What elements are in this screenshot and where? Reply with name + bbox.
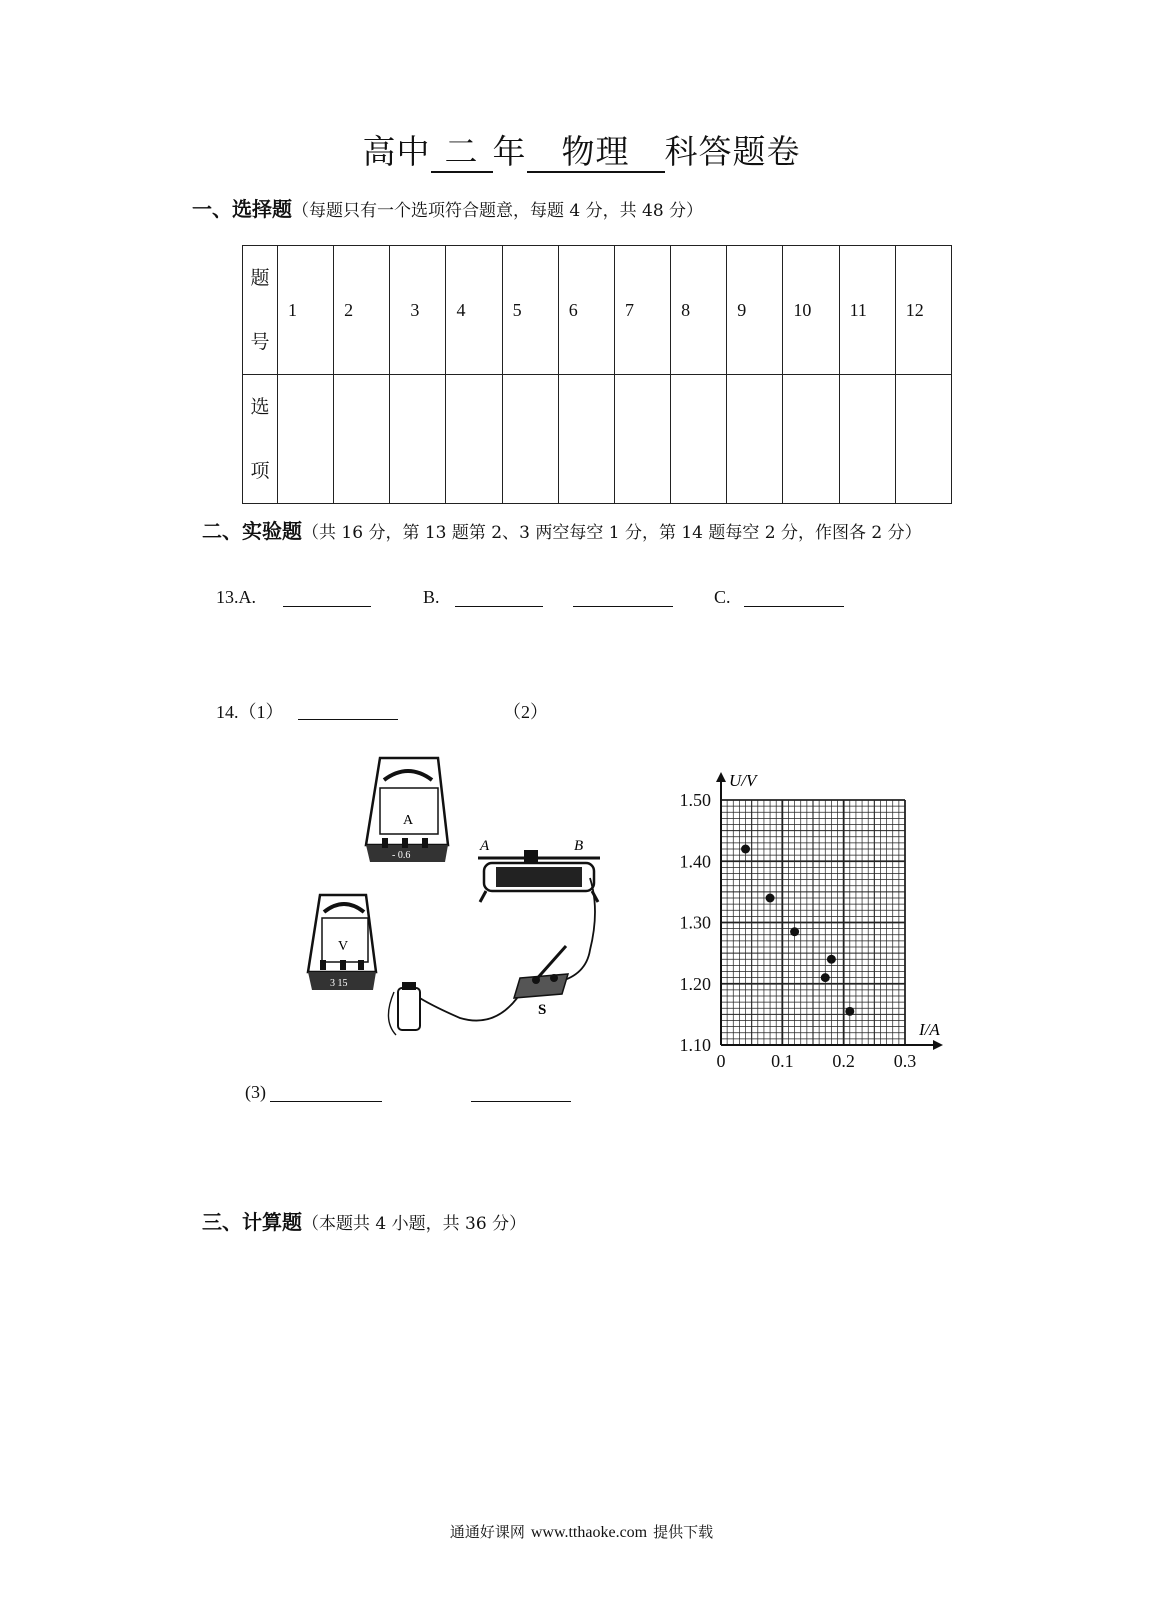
answer-cell-2[interactable]: [334, 375, 390, 504]
number-cell: 2: [334, 246, 390, 375]
rheostat-icon: [478, 838, 600, 902]
u-i-graph: [665, 770, 965, 1100]
footer-url: www.tthaoke.com: [530, 1524, 648, 1541]
wire-rheostat-switch: [558, 878, 595, 982]
section2-note: （共 16 分，第 13 题第 2、3 两空每空 1 分，第 14 题每空 2 分，作图各 2 分）: [302, 523, 922, 543]
answer-cell-1[interactable]: [278, 375, 334, 504]
x-tick-label: 0.2: [832, 1051, 855, 1071]
number-cell: 8: [671, 246, 727, 375]
x-tick-label: 0.3: [893, 1051, 917, 1071]
x-axis-arrow: [933, 1040, 943, 1050]
title-year-word: 年: [492, 132, 527, 171]
title-prefix: 高中: [362, 132, 431, 171]
row-label-top: 选: [250, 396, 270, 418]
row-label-option: [243, 375, 278, 504]
number-cell: 7: [614, 246, 670, 375]
x-tick-label: 0.1: [771, 1051, 794, 1071]
circuit-apparatus-illustration: [300, 750, 630, 1060]
answer-cell-9[interactable]: [727, 375, 783, 504]
answer-cell-3[interactable]: [390, 375, 446, 504]
number-cell: 5: [502, 246, 558, 375]
q13-label-b: B.: [423, 587, 440, 607]
title-grade: 二: [431, 133, 493, 173]
q14-part3-label: (3): [245, 1082, 266, 1102]
chart-grid: [721, 800, 905, 1045]
answer-cell-5[interactable]: [502, 375, 558, 504]
q14-blank-3b[interactable]: [471, 1101, 571, 1102]
x-axis-label-text: I/A: [919, 1020, 940, 1039]
section3-heading: [202, 1206, 526, 1235]
switch-label: S: [538, 1002, 547, 1018]
switch-icon: [514, 946, 568, 1018]
q13-blank-b2[interactable]: [573, 606, 673, 607]
data-point: [827, 955, 836, 964]
q14-blank-3a[interactable]: [270, 1101, 382, 1102]
title-suffix: 科答题卷: [664, 132, 801, 171]
q13-blank-c[interactable]: [744, 606, 844, 607]
table-row: [243, 375, 952, 504]
title-subject: 物理: [527, 133, 665, 173]
page-footer: [0, 1521, 1163, 1542]
x-axis-label: [918, 1020, 940, 1039]
ammeter-label: A: [403, 813, 414, 828]
answer-cell-6[interactable]: [558, 375, 614, 504]
answer-table: [242, 245, 952, 504]
data-point: [821, 973, 830, 982]
footer-right: 提供下载: [653, 1523, 714, 1541]
table-row: [243, 246, 952, 375]
q14-part2-label: （2）: [503, 702, 548, 722]
voltmeter-scale: 3 15: [330, 978, 348, 989]
number-cell: 4: [446, 246, 502, 375]
voltmeter-label: V: [338, 939, 349, 954]
answer-cell-10[interactable]: [783, 375, 839, 504]
section3-note: （本题共 4 小题，共 36 分）: [302, 1214, 527, 1234]
row-label-bottom: 号: [250, 331, 270, 353]
y-tick-label: 1.50: [679, 790, 711, 810]
rheostat-end-b: B: [574, 838, 584, 854]
answer-cell-4[interactable]: [446, 375, 502, 504]
number-cell: 6: [558, 246, 614, 375]
q14-blank-1[interactable]: [298, 719, 398, 720]
section2-heading: [202, 515, 922, 544]
y-tick-label: 1.20: [679, 973, 711, 994]
data-point: [790, 927, 799, 936]
ammeter-icon: [366, 758, 448, 862]
answer-cell-11[interactable]: [839, 375, 895, 504]
number-cell: 9: [727, 246, 783, 375]
answer-cell-12[interactable]: [895, 375, 951, 504]
rheostat-end-a: A: [480, 838, 490, 854]
row-label-number: [243, 246, 278, 375]
q13-label-c: C.: [714, 587, 731, 607]
row-label-top: 题: [250, 267, 270, 289]
number-cell: 12: [895, 246, 951, 375]
wire-switch-battery: [415, 986, 525, 1021]
y-axis-label-text: U/V: [729, 771, 757, 790]
y-tick-label: 1.30: [679, 912, 711, 933]
data-point: [766, 894, 775, 903]
footer-left: 通通好课网: [449, 1523, 525, 1541]
ammeter-scale: - 0.6: [392, 850, 411, 861]
q14-label: 14.（1）: [216, 702, 284, 722]
data-point: [845, 1007, 854, 1016]
page-title: [0, 126, 1163, 173]
number-cell: 10: [783, 246, 839, 375]
q13-blank-a[interactable]: [283, 606, 371, 607]
section1-heading: [192, 193, 703, 222]
voltmeter-icon: [308, 895, 376, 990]
battery-icon: [388, 982, 420, 1035]
y-axis-label: [729, 771, 759, 790]
section1-note: （每题只有一个选项符合题意，每题 4 分，共 48 分）: [292, 201, 704, 221]
section2-title: 二、实验题: [202, 519, 302, 543]
row-label-bottom: 项: [250, 460, 270, 482]
answer-cell-8[interactable]: [671, 375, 727, 504]
number-cell: 1: [278, 246, 334, 375]
number-cell: 11: [839, 246, 895, 375]
q13-blank-b1[interactable]: [455, 606, 543, 607]
y-axis-arrow: [716, 772, 726, 782]
x-tick-label: 0: [716, 1051, 726, 1071]
q13-label-a: 13.A.: [216, 587, 256, 607]
y-tick-label: 1.10: [679, 1035, 711, 1055]
section3-title: 三、计算题: [202, 1210, 302, 1234]
chart-axes: [680, 772, 944, 1071]
data-point: [741, 845, 750, 854]
number-cell: 3: [390, 246, 446, 375]
answer-cell-7[interactable]: [614, 375, 670, 504]
y-tick-label: 1.40: [679, 851, 711, 872]
section1-title: 一、选择题: [192, 197, 292, 221]
